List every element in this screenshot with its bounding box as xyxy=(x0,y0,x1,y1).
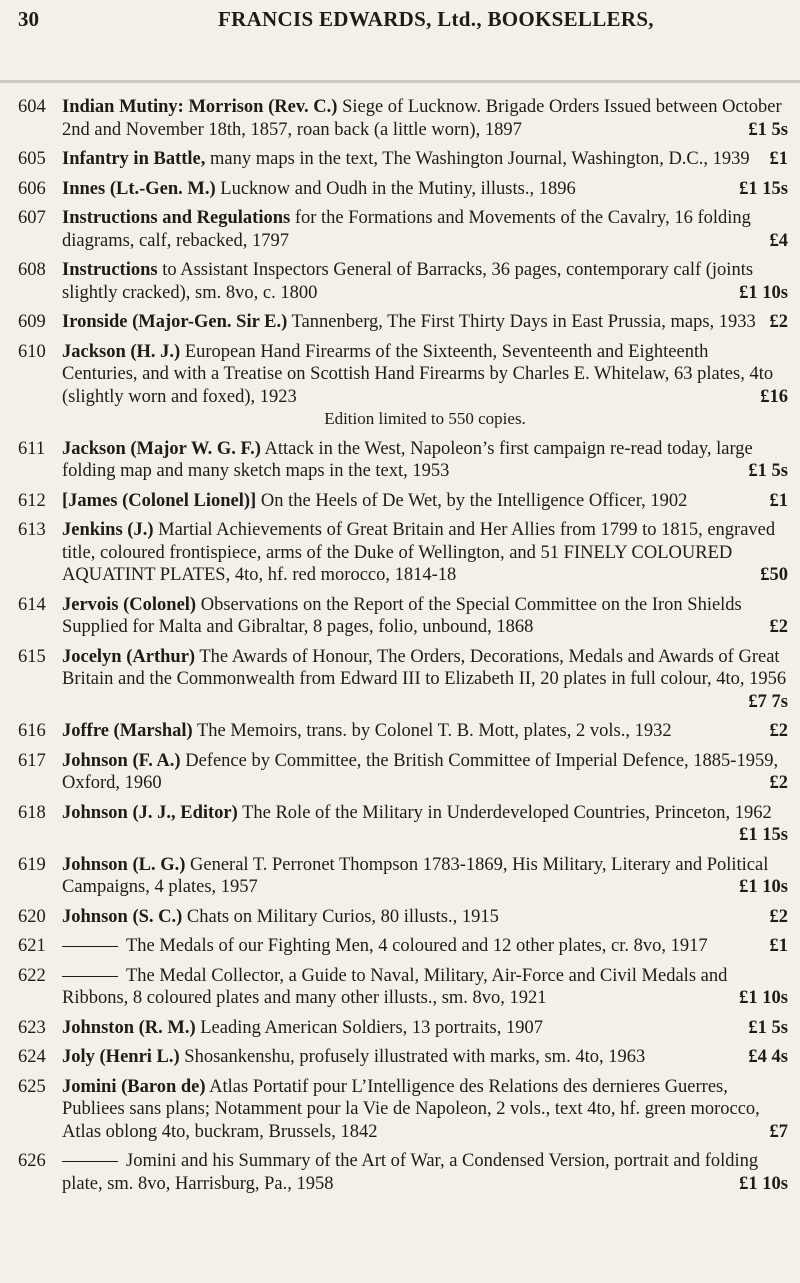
entry-body xyxy=(62,259,788,304)
entry-description: The Memoirs, trans. by Colonel T. B. Mott, plates, 2 vols., 1932 xyxy=(196,721,672,741)
entry-description: Defence by Committee, the British Committee of Imperial Defence, 1885-1959, Oxford, 1960 xyxy=(62,750,779,793)
catalogue-entry xyxy=(0,1150,800,1195)
catalogue-entry xyxy=(0,438,800,483)
entry-author: Johnson (F. A.) xyxy=(62,750,181,771)
catalogue-entry xyxy=(0,965,800,1010)
entry-price: £1 xyxy=(769,490,788,511)
entry-price: £2 xyxy=(769,312,788,332)
entry-price: £1 xyxy=(769,936,788,956)
entry-price: £2 xyxy=(769,773,788,793)
entry-body xyxy=(62,148,788,171)
entry-body xyxy=(62,750,788,795)
running-head: FRANCIS EDWARDS, Ltd., BOOKSELLERS, xyxy=(218,7,654,31)
entry-description: Chats on Military Curios, 80 illusts., 1915 xyxy=(186,906,499,927)
entry-author: Instructions and Regulations xyxy=(62,208,291,228)
entry-body xyxy=(62,438,788,483)
entry-description: to Assistant Inspectors General of Barracks, 36 pages, contemporary calf (joints slightly cracked), sm. 8vo, c. 1800 xyxy=(62,260,754,303)
entry-body xyxy=(62,519,788,587)
entry-body xyxy=(62,1046,788,1069)
entry-description: many maps in the text, The Washington Journal, Washington, D.C., 1939 xyxy=(210,149,750,169)
catalogue-entry xyxy=(0,646,800,714)
entry-number: 611 xyxy=(18,438,46,459)
entry-number: 616 xyxy=(18,721,46,741)
entry-body xyxy=(62,1017,788,1040)
catalogue-entry xyxy=(0,854,800,899)
catalogue-entry xyxy=(0,96,800,141)
catalogue-entries xyxy=(0,96,800,1202)
entry-description: Observations on the Report of the Special Committee on the Iron Shields Supplied for Malta and Gibraltar, 8 pages, folio, unbound, 1868 xyxy=(62,594,742,637)
catalogue-entry xyxy=(0,207,800,252)
catalogue-entry xyxy=(0,1017,800,1040)
entry-price: £16 xyxy=(760,386,788,407)
entry-number: 609 xyxy=(18,312,46,332)
entry-number: 620 xyxy=(18,906,46,927)
entry-description: The Awards of Honour, The Orders, Decorations, Medals and Awards of Great Britain and the Commonwealth from Edward III to Elizabeth II, 20 plates in full colour, 4to, 1956 xyxy=(62,646,787,689)
entry-number: 606 xyxy=(18,178,46,199)
entry-description: The Medal Collector, a Guide to Naval, Military, Air-Force and Civil Medals and Ribbons, 8 coloured plates and many other illusts., sm. 8vo, 1921 xyxy=(62,965,728,1008)
entry-author: [James (Colonel Lionel)] xyxy=(62,490,257,511)
entry-author: Instructions xyxy=(62,260,158,280)
entry-body xyxy=(62,207,788,252)
entry-number: 623 xyxy=(18,1017,46,1038)
entry-price: £50 xyxy=(760,565,788,585)
entry-description: Shosankenshu, profusely illustrated with marks, sm. 4to, 1963 xyxy=(184,1047,646,1067)
entry-number: 607 xyxy=(18,208,46,228)
entry-body xyxy=(62,594,788,639)
entry-number: 618 xyxy=(18,802,46,823)
entry-number: 619 xyxy=(18,854,46,875)
ditto-dash xyxy=(62,1161,118,1162)
catalogue-entry xyxy=(0,1076,800,1144)
entry-author: Johnson (L. G.) xyxy=(62,854,186,875)
entry-price: £1 15s xyxy=(739,178,788,199)
entry-author: Ironside (Major-Gen. Sir E.) xyxy=(62,312,288,332)
entry-number: 621 xyxy=(18,936,46,956)
entry-author: Jocelyn (Arthur) xyxy=(62,646,196,667)
entry-number: 615 xyxy=(18,646,46,667)
entry-description: Leading American Soldiers, 13 portraits, 1907 xyxy=(200,1017,543,1038)
entry-description: European Hand Firearms of the Sixteenth, Seventeenth and Eighteenth Centuries, and with a Treatise on Scottish Hand Firearms by Charles E. Whitelaw, 63 plates, 4to (slightly worn and foxed), 1923 xyxy=(62,341,774,407)
catalogue-entry xyxy=(0,906,800,929)
entry-price: £4 4s xyxy=(748,1047,788,1067)
entry-body xyxy=(62,965,788,1010)
entry-price: £2 xyxy=(769,617,788,637)
catalogue-entry xyxy=(0,720,800,743)
entry-author: Joffre (Marshal) xyxy=(62,721,193,741)
entry-price: £1 5s xyxy=(748,1017,788,1038)
entry-author: Jomini (Baron de) xyxy=(62,1076,206,1097)
header-rule xyxy=(0,80,800,83)
entry-description: Lucknow and Oudh in the Mutiny, illusts., 1896 xyxy=(220,178,576,199)
entry-description: Martial Achievements of Great Britain and Her Allies from 1799 to 1815, engraved title, coloured frontispiece, arms of the Duke of Wellington, and 51 FINELY COLOURED AQUATINT PLATES, 4to, hf. red morocco, 1814-18 xyxy=(62,520,776,585)
ditto-dash xyxy=(62,976,118,977)
entry-author: Jervois (Colonel) xyxy=(62,594,197,615)
entry-price: £7 7s xyxy=(748,691,788,712)
entry-number: 624 xyxy=(18,1047,46,1067)
entry-number: 604 xyxy=(18,97,46,117)
entry-description: The Role of the Military in Underdeveloped Countries, Princeton, 1962 xyxy=(242,802,772,823)
entry-price: £1 10s xyxy=(739,282,788,303)
entry-body xyxy=(62,854,788,899)
entry-body xyxy=(62,720,788,743)
entry-description: Siege of Lucknow. Brigade Orders Issued between October 2nd and November 18th, 1857, roan back (a little worn), 1897 xyxy=(62,97,782,140)
entry-description: Attack in the West, Napoleon’s first campaign re-read today, large folding map and many sketch maps in the text, 1953 xyxy=(62,438,753,481)
entry-description: for the Formations and Movements of the Cavalry, 16 folding diagrams, calf, rebacked, 1797 xyxy=(62,208,751,251)
entry-author: Johnston (R. M.) xyxy=(62,1017,196,1038)
entry-description: Tannenberg, The First Thirty Days in East Prussia, maps, 1933 xyxy=(291,312,756,332)
entry-price: £7 xyxy=(769,1121,788,1142)
entry-price: £1 10s xyxy=(739,1173,788,1194)
entry-author: Indian Mutiny: Morrison (Rev. C.) xyxy=(62,97,338,117)
catalogue-entry xyxy=(0,148,800,171)
entry-price: £1 xyxy=(769,149,788,169)
entry-body xyxy=(62,1076,788,1144)
entry-number: 626 xyxy=(18,1151,46,1171)
entry-body xyxy=(62,311,788,334)
catalogue-entry xyxy=(0,935,800,958)
entry-description: Jomini and his Summary of the Art of War, a Condensed Version, portrait and folding plate, sm. 8vo, Harrisburg, Pa., 1958 xyxy=(62,1151,759,1194)
entry-price: £2 xyxy=(769,721,788,741)
entry-description: Atlas Portatif pour L’Intelligence des Relations des dernieres Guerres, Publiees sans plans; Notamment pour la Vie de Napoleon, 2 vols., text 4to, hf. green morocco, Atlas oblong 4to, buckram, Brussels, 1842 xyxy=(62,1076,760,1142)
entry-author: Jenkins (J.) xyxy=(62,520,154,540)
entry-number: 614 xyxy=(18,594,46,615)
catalogue-entry xyxy=(0,802,800,847)
catalogue-entry xyxy=(0,178,800,201)
entry-body xyxy=(62,96,788,141)
entry-body xyxy=(62,341,788,431)
entry-author: Innes (Lt.-Gen. M.) xyxy=(62,178,216,199)
entry-body xyxy=(62,178,788,201)
entry-author: Infantry in Battle, xyxy=(62,149,206,169)
catalogue-entry xyxy=(0,1046,800,1069)
entry-description: On the Heels of De Wet, by the Intelligence Officer, 1902 xyxy=(260,490,688,511)
entry-author: Joly (Henri L.) xyxy=(62,1047,180,1067)
entry-note: Edition limited to 550 copies. xyxy=(324,409,526,428)
ditto-dash xyxy=(62,946,118,947)
entry-price: £1 5s xyxy=(748,461,788,481)
entry-number: 608 xyxy=(18,260,46,280)
entry-author: Jackson (H. J.) xyxy=(62,341,181,362)
page-number: 30 xyxy=(18,7,39,31)
entry-body xyxy=(62,490,788,513)
entry-number: 613 xyxy=(18,520,46,540)
entry-number: 612 xyxy=(18,490,46,511)
catalogue-entry xyxy=(0,259,800,304)
entry-author: Johnson (S. C.) xyxy=(62,906,183,927)
entry-body xyxy=(62,935,788,958)
entry-author: Johnson (J. J., Editor) xyxy=(62,802,238,823)
catalogue-entry xyxy=(0,750,800,795)
catalogue-entry xyxy=(0,311,800,334)
catalogue-entry xyxy=(0,490,800,513)
entry-number: 622 xyxy=(18,965,46,986)
entry-price: £1 5s xyxy=(748,119,788,140)
entry-body xyxy=(62,646,788,714)
entry-author: Jackson (Major W. G. F.) xyxy=(62,438,261,459)
entry-number: 605 xyxy=(18,149,46,169)
entry-body xyxy=(62,1150,788,1195)
entry-price: £1 10s xyxy=(739,877,788,897)
entry-body xyxy=(62,906,788,929)
entry-description: The Medals of our Fighting Men, 4 coloured and 12 other plates, cr. 8vo, 1917 xyxy=(126,936,708,956)
entry-number: 610 xyxy=(18,341,46,362)
catalogue-entry xyxy=(0,594,800,639)
entry-body xyxy=(62,802,788,847)
entry-description: General T. Perronet Thompson 1783-1869, His Military, Literary and Political Campaigns, 4 plates, 1957 xyxy=(62,854,769,897)
entry-number: 617 xyxy=(18,750,46,771)
entry-price: £1 15s xyxy=(739,825,788,845)
entry-price: £4 xyxy=(769,230,788,251)
catalogue-entry xyxy=(0,341,800,431)
entry-price: £2 xyxy=(769,906,788,927)
entry-price: £1 10s xyxy=(739,988,788,1008)
entry-number: 625 xyxy=(18,1076,46,1097)
catalogue-entry xyxy=(0,519,800,587)
